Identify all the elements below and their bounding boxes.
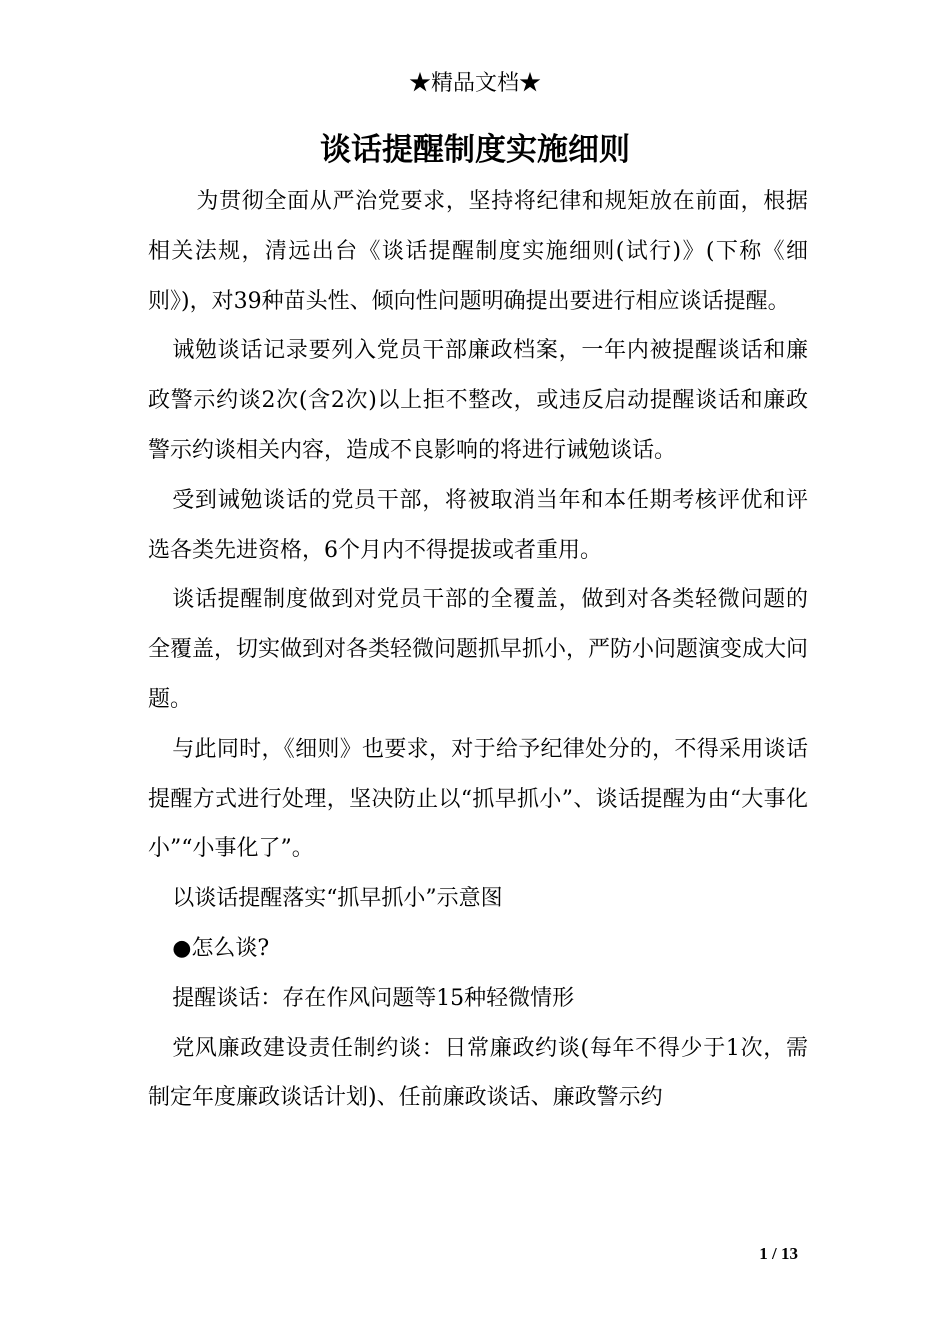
paragraph: 党风廉政建设责任制约谈：日常廉政约谈(每年不得少于1次，需制定年度廉政谈话计划)、任前廉政谈话、廉政警示约 [148,1035,808,1111]
page-number: 1 / 13 [759,1244,798,1263]
paragraph: ●怎么谈? [172,935,270,961]
paragraph: 诫勉谈话记录要列入党员干部廉政档案，一年内被提醒谈话和廉政警示约谈2次(含2次)以上拒不整改，或违反启动提醒谈话和廉政警示约谈相关内容，造成不良影响的将进行诫勉谈话。 [148,338,808,463]
paragraph: 以谈话提醒落实“抓早抓小”示意图 [172,886,503,912]
document-title: 谈话提醒制度实施细则 [320,132,630,168]
paragraph: 谈话提醒制度做到对党员干部的全覆盖，做到对各类轻微问题的全覆盖，切实做到对各类轻微问题抓早抓小，严防小问题演变成大问题。 [148,587,809,712]
paragraph: 受到诫勉谈话的党员干部，将被取消当年和本任期考核评优和评选各类先进资格，6个月内不得提拔或者重用。 [148,487,808,563]
document-body [148,177,808,1123]
paragraph: 与此同时，《细则》也要求，对于给予纪律处分的，不得采用谈话提醒方式进行处理，坚决防止以“抓早抓小”、谈话提醒为由“大事化小”“小事化了”。 [148,736,808,862]
page-header: ★精品文档★ [408,71,541,96]
paragraph: 为贯彻全面从严治党要求，坚持将纪律和规矩放在前面，根据相关法规，清远出台《谈话提醒制度实施细则(试行)》(下称《细则》)，对39种苗头性、倾向性问题明确提出要进行相应谈话提醒。 [148,189,808,314]
paragraph: 提醒谈话：存在作风问题等15种轻微情形 [172,985,575,1011]
